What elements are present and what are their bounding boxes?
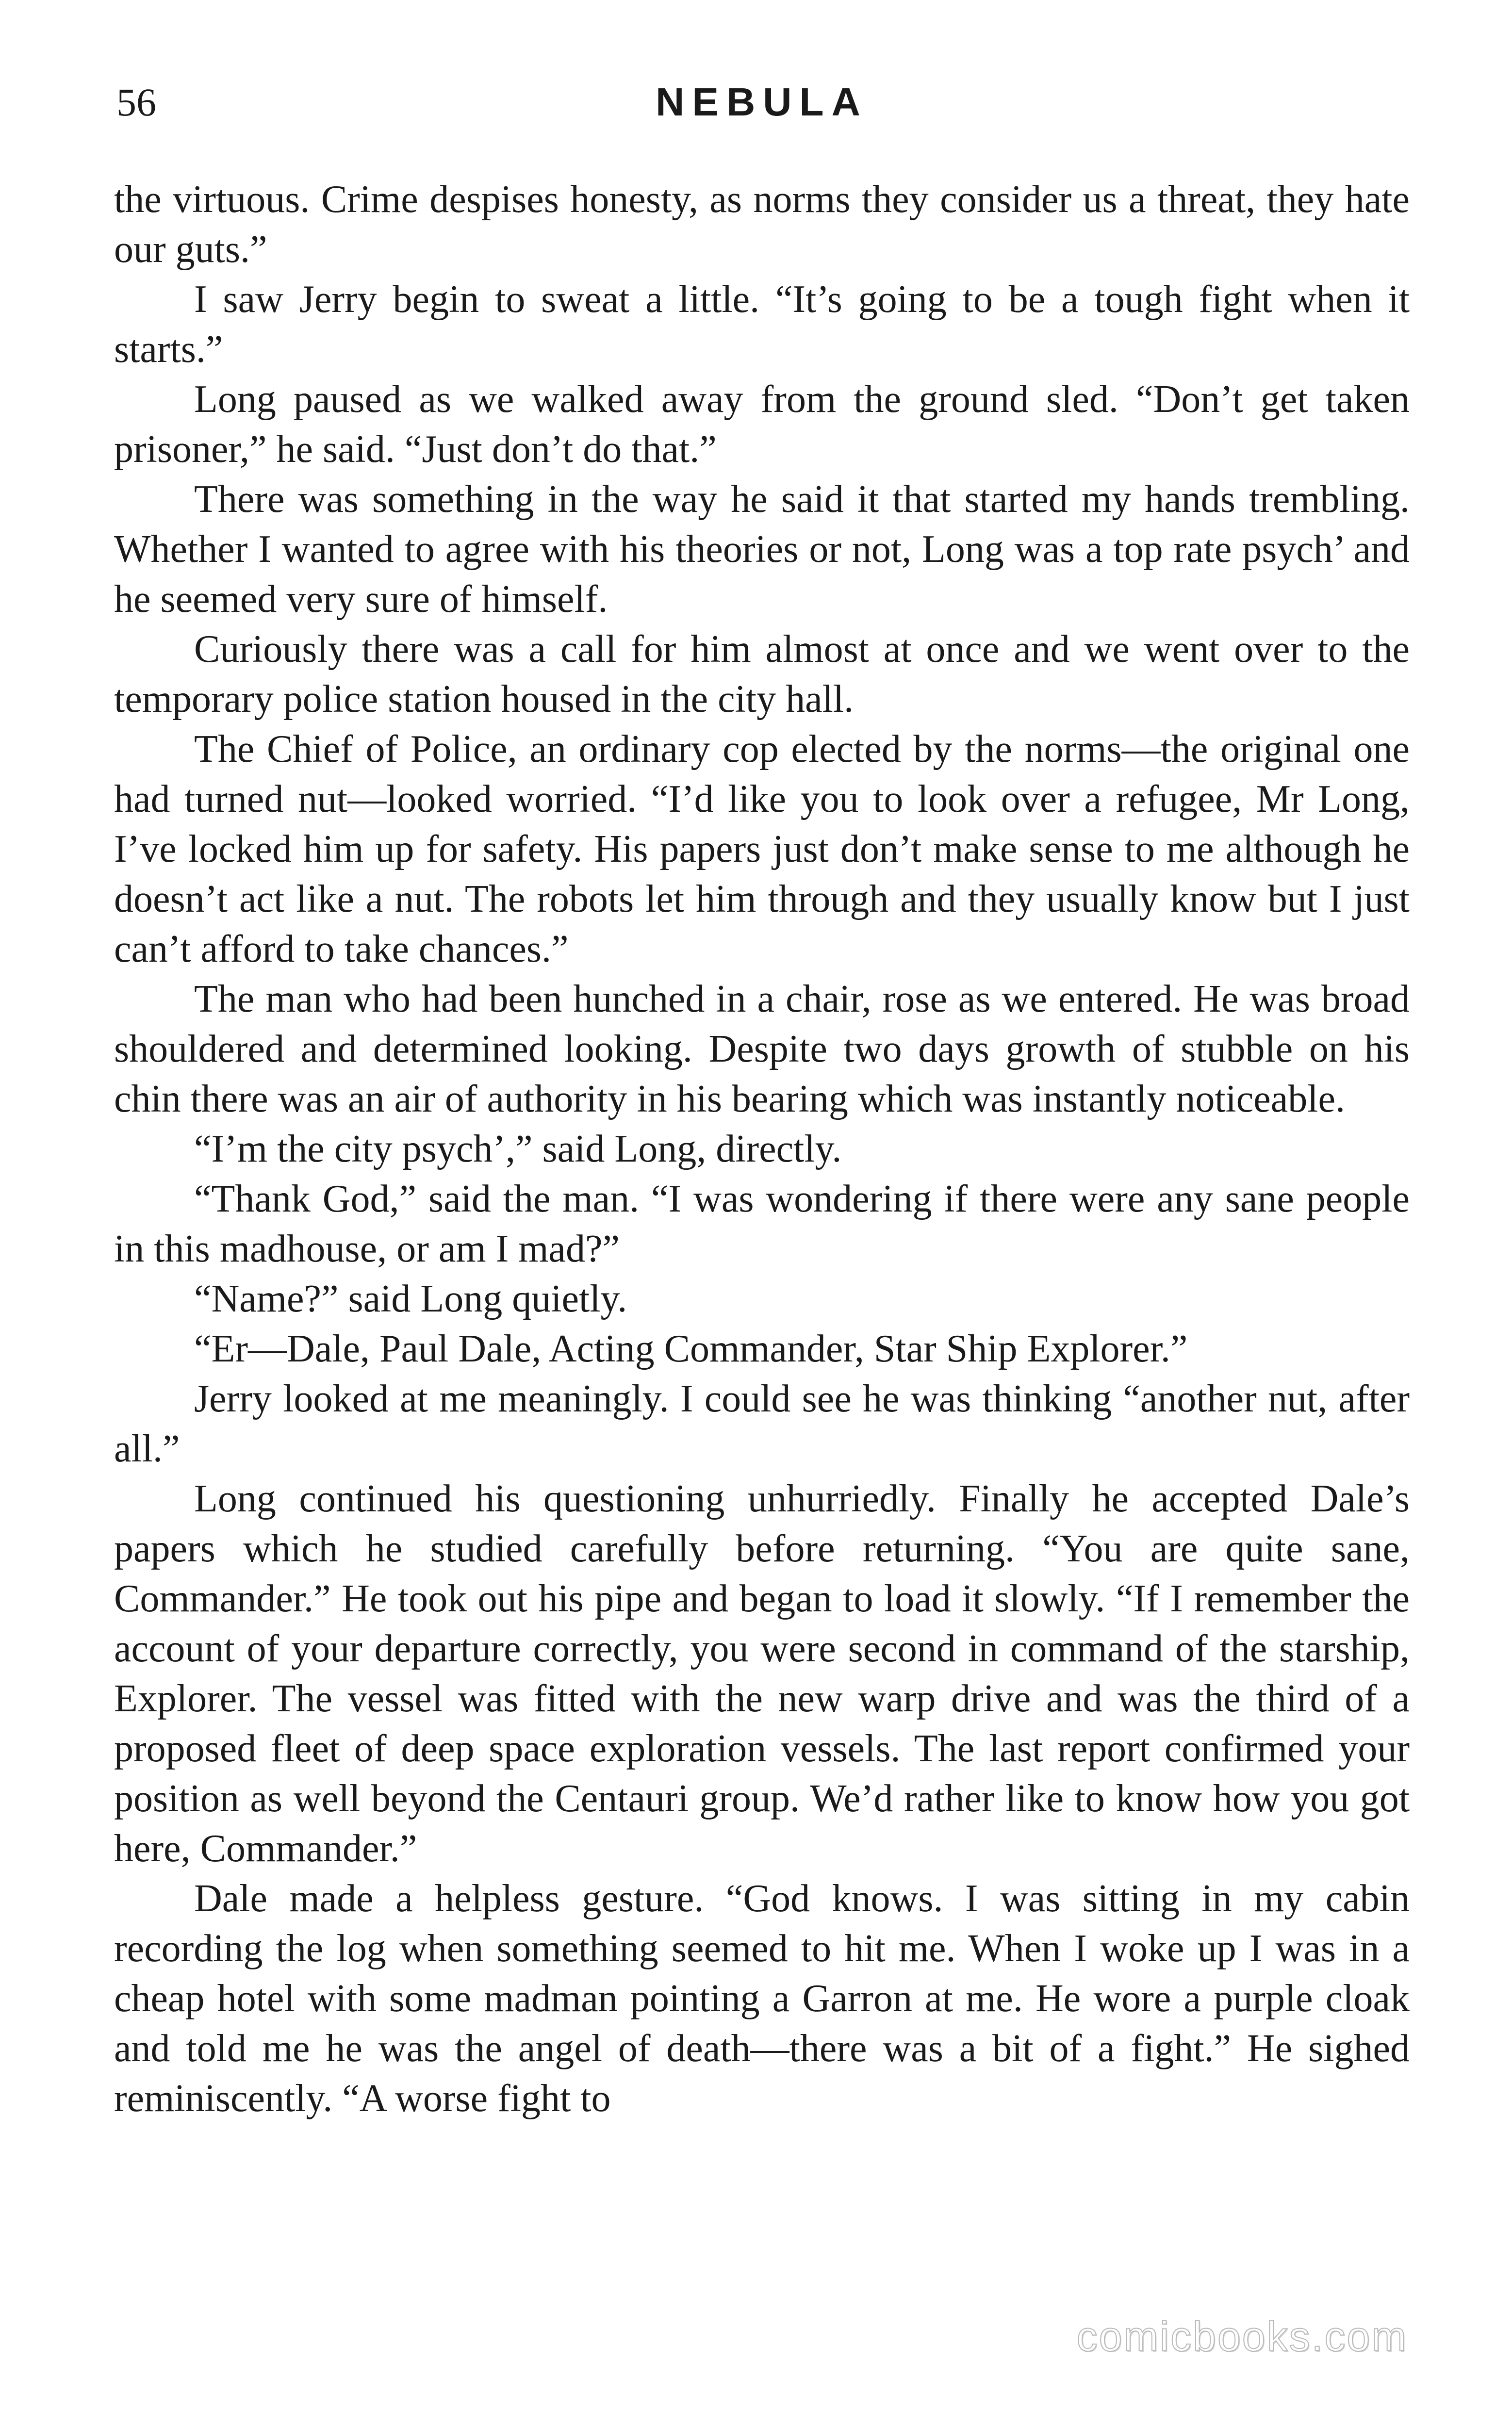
paragraph: the virtuous. Crime despises honesty, as norms they consider us a threat, they hate our guts.” (114, 178, 1410, 271)
paragraph: “I’m the city psych’,” said Long, directly. (194, 1128, 842, 1170)
paragraph: Jerry looked at me meaningly. I could see he was thinking “another nut, after all.” (114, 1377, 1410, 1470)
paragraph: There was something in the way he said it that started my hands trembling. Whether I wanted to agree with his theories or not, Long was a top rate psych’ and he seemed very sure of himself. (114, 478, 1410, 621)
paragraph: “Er—Dale, Paul Dale, Acting Commander, Star Ship Explorer.” (194, 1328, 1188, 1370)
body-text (114, 175, 1410, 2124)
paragraph: Curiously there was a call for him almost at once and we went over to the temporary police station housed in the city hall. (114, 628, 1410, 721)
page-number: 56 (116, 80, 156, 124)
paragraph: The man who had been hunched in a chair, rose as we entered. He was broad shouldered and determined looking. Despite two days growth of stubble on his chin there was an air of authority in his bearing which was instantly noticeable. (114, 978, 1410, 1120)
paragraph: I saw Jerry begin to sweat a little. “It’s going to be a tough fight when it starts.” (114, 278, 1410, 371)
paragraph: “Thank God,” said the man. “I was wondering if there were any sane people in this madhouse, or am I mad?” (114, 1178, 1410, 1270)
watermark: comicbooks.com (1076, 2313, 1408, 2360)
paragraph: Dale made a helpless gesture. “God knows. I was sitting in my cabin recording the log when something seemed to hit me. When I woke up I was in a cheap hotel with some madman pointing a Garron at me. He wore a purple cloak and told me he was the angel of death—there was a bit of a fight.” He sighed reminiscently. “A worse fight to (114, 1877, 1410, 2120)
paragraph: “Name?” said Long quietly. (194, 1278, 627, 1320)
page-header (116, 73, 1407, 150)
paragraph: The Chief of Police, an ordinary cop elected by the norms—the original one had turned nut—looked worried. “I’d like you to look over a refugee, Mr Long, I’ve locked him up for safety. His papers just don’t make sense to me although he doesn’t act like a nut. The robots let him through and they usually know but I just can’t afford to take chances.” (114, 728, 1410, 970)
paragraph: Long continued his questioning unhurriedly. Finally he accepted Dale’s papers which he studied carefully before returning. “You are quite sane, Commander.” He took out his pipe and began to load it slowly. “If I remember the account of your departure correctly, you were second in command of the starship, Explorer. The vessel was fitted with the new warp drive and was the third of a proposed fleet of deep space exploration vessels. The last report confirmed your position as well beyond the Centauri group. We’d rather like to know how you got here, Commander.” (114, 1477, 1410, 1870)
running-title: NEBULA (656, 80, 868, 124)
paragraph: Long paused as we walked away from the ground sled. “Don’t get taken prisoner,” he said. “Just don’t do that.” (114, 378, 1410, 471)
